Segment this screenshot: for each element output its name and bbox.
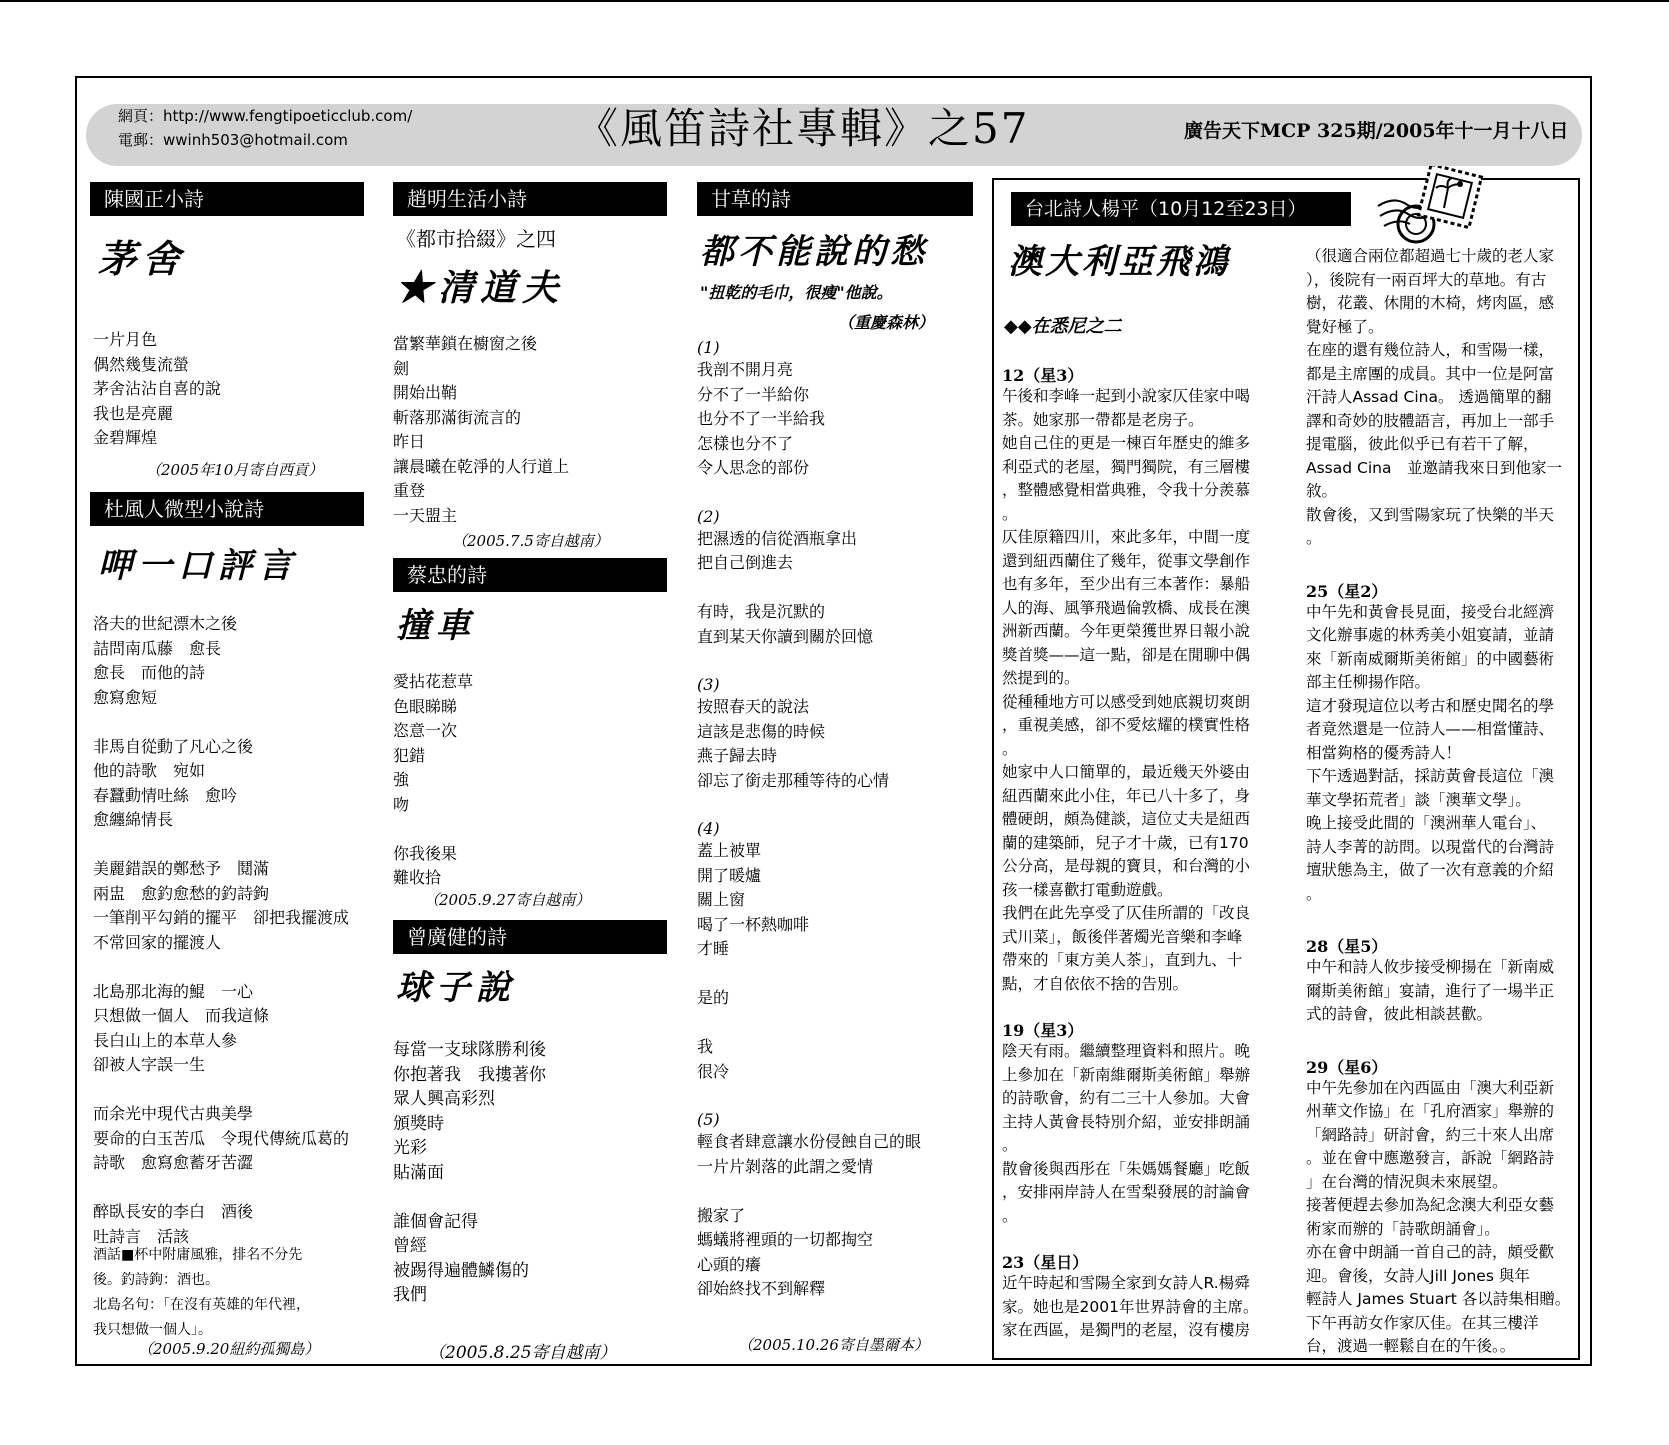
text-line: 恣意一次: [393, 721, 458, 740]
text-line: 壇狀態為主，做了一次有意義的介紹: [1306, 861, 1555, 879]
poem-signature: （2005年10月寄自西貢）: [146, 461, 324, 479]
diary-date: 29（星6）: [1306, 1057, 1388, 1077]
publication-info: 廣告天下MCP 325期/2005年十一月十八日: [1184, 120, 1569, 142]
text-line: 利亞式的老屋，獨門獨院，有三層樓: [1002, 457, 1251, 476]
text-line: 頒獎時: [393, 1113, 444, 1134]
text-line: 。: [1002, 1206, 1018, 1225]
text-line: 覺好極了。: [1306, 317, 1384, 336]
text-line: 偶然幾隻流螢: [93, 354, 190, 374]
text-line: 誰個會記得: [393, 1211, 478, 1232]
text-line: 她家中人口簡單的，最近幾天外婆由: [1002, 763, 1251, 781]
text-line: 在座的還有幾位詩人，和雪陽一樣，: [1306, 341, 1555, 359]
top-rule: [0, 0, 1669, 2]
poem-epigraph-source: （重慶森林）: [838, 313, 935, 332]
text-line: 是的: [697, 988, 730, 1007]
text-line: 下午再訪女作家仄佳。在其三樓洋: [1306, 1313, 1539, 1332]
section-number: (3): [697, 675, 720, 694]
poem-lines-xiayikou: [93, 612, 349, 1249]
text-line: 公分高，是母親的寶貝，和台灣的小: [1002, 857, 1251, 875]
poem-signature: （2005.8.25寄自越南）: [428, 1343, 617, 1363]
section-header-du: 杜風人微型小說詩: [90, 492, 364, 526]
text-line: 難收拾: [393, 868, 442, 887]
poem-signature: （2005.9.27寄自越南）: [424, 891, 591, 909]
text-line: 茶。她家那一帶都是老房子。: [1002, 410, 1204, 429]
text-line: 你抱著我 我摟著你: [393, 1064, 546, 1085]
text-line: 敘。: [1306, 482, 1338, 500]
text-line: 吻: [393, 794, 410, 814]
text-line: 貼滿面: [393, 1162, 444, 1183]
text-line: 陰天有雨。繼續整理資料和照片。晚: [1002, 1042, 1251, 1060]
text-line: [697, 962, 809, 987]
text-line: 台，渡過一輕鬆自在的午後。。: [1306, 1337, 1516, 1355]
poem-lines: [697, 695, 889, 793]
diary-entry: [1002, 385, 1250, 996]
text-line: 金碧輝煌: [93, 428, 158, 447]
text-line: 者竟然還是一位詩人——相當懂詩、: [1306, 720, 1555, 738]
text-line: 也分不了一半給我: [697, 409, 826, 428]
website-url[interactable]: 網頁：http://www.fengtipoeticclub.com/: [118, 107, 413, 125]
poem-epigraph: "扭乾的毛巾，很瘦"他說。: [700, 283, 893, 302]
diary-date: 19（星3）: [1002, 1021, 1084, 1040]
text-line: [697, 1179, 921, 1204]
text-line: 北島名句：「在沒有英雄的年代裡，: [93, 1297, 310, 1313]
text-line: 爾斯美術館」宴請，進行了一場半正: [1306, 981, 1555, 1000]
text-line: 劍: [393, 358, 410, 378]
text-line: 愛拈花惹草: [393, 672, 474, 691]
section-header-yangping: 台北詩人楊平（10月12至23日）: [1011, 192, 1351, 226]
text-line: 燕子歸去時: [697, 746, 778, 765]
text-line: 把自己倒進去: [697, 553, 794, 572]
text-line: 我們: [393, 1285, 427, 1305]
travelogue-subtitle: ◆◆在悉尼之二: [1004, 316, 1122, 337]
text-line: 樹，花叢、休閒的木椅，烤肉區，感: [1306, 294, 1555, 312]
text-line: 茅舍沾沾自喜的說: [93, 379, 222, 398]
text-line: 怎樣也分不了: [697, 433, 794, 453]
text-line: 我: [697, 1037, 714, 1056]
text-line: 迎。會後，女詩人Jill Jones 與年: [1306, 1266, 1530, 1285]
diary-date: 25（星2）: [1306, 581, 1388, 601]
text-line: 華文學拓荒者」談「澳華文學」。: [1306, 790, 1531, 809]
text-line: 人的海、風箏飛過倫敦橋、成長在澳: [1002, 598, 1251, 617]
text-line: 你我後果: [393, 843, 458, 863]
text-line: 接著便趕去參加為紀念澳大利亞女藝: [1306, 1196, 1555, 1214]
text-line: 晚上接受此間的「澳洲華人電台」、: [1306, 814, 1547, 832]
diary-entry: [1306, 1077, 1570, 1359]
text-line: 。並在會中應邀發言，訴說「網路詩: [1306, 1149, 1555, 1167]
text-line: 這該是悲傷的時候: [697, 721, 826, 741]
text-line: 亦在會中朗誦一首自己的詩，頗受歡: [1306, 1243, 1555, 1261]
text-line: 」在台灣的情況與未來展望。: [1306, 1172, 1508, 1191]
text-line: [93, 1176, 349, 1201]
text-line: 非馬自從動了凡心之後: [93, 736, 254, 756]
text-line: 吐詩言 活該: [93, 1226, 190, 1246]
text-line: 酒話■杯中附庸風雅，排名不分先: [93, 1247, 303, 1263]
poem-lines: [697, 527, 873, 650]
text-line: 輕詩人 James Stuart 各以詩集相贈。: [1306, 1290, 1571, 1308]
travelogue-title: 澳大利亞飛鴻: [1008, 242, 1230, 282]
poem-note: [93, 1243, 310, 1343]
text-line: 主持人黃會長特別介紹，並安排朗誦: [1002, 1112, 1251, 1131]
text-line: 我也是亮麗: [93, 403, 174, 423]
text-line: 家。她也是2001年世界詩會的主席。: [1002, 1297, 1259, 1316]
poem-title-maoshe: 茅舍: [98, 236, 187, 281]
text-line: [697, 576, 873, 601]
text-line: 愈纏綿情長: [93, 810, 174, 829]
text-line: 愈寫愈短: [93, 687, 158, 707]
text-line: 這才發現這位以考古和歷史聞名的學: [1306, 696, 1555, 715]
text-line: 一筆削平勾銷的擺平 卻把我擺渡成: [93, 908, 350, 927]
poem-title-qingdaofu: ★清道夫: [396, 267, 565, 309]
text-line: 中午先和黃會長見面，接受台北經濟: [1306, 602, 1555, 621]
text-line: 。: [1306, 884, 1322, 903]
text-line: 關上窗: [697, 890, 746, 909]
poem-lines-qingdaofu: [393, 332, 569, 528]
poem-signature: （2005.10.26寄自墨爾本）: [738, 1336, 929, 1354]
text-line: 光彩: [393, 1138, 427, 1158]
text-line: ），後院有一兩百坪大的草地。有古: [1306, 270, 1547, 289]
section-number: (2): [697, 506, 720, 526]
page-title: 《風笛詩社專輯》之57: [576, 104, 1030, 153]
text-line: 強: [393, 770, 410, 789]
poem-title-xiayikou: 呷一口評言: [98, 546, 298, 586]
text-line: 譯和奇妙的肢體語言，再加上一部手: [1306, 411, 1555, 430]
text-line: 搬家了: [697, 1205, 746, 1225]
section-header-cai: 蔡忠的詩: [393, 558, 667, 592]
text-line: 要命的白玉苦瓜 令現代傳統瓜葛的: [93, 1128, 350, 1148]
text-line: 她自己住的更是一棟百年歷史的維多: [1002, 434, 1251, 452]
poem-title-dubunengshuo: 都不能說的愁: [700, 232, 928, 272]
text-line: 文化辦事處的林秀美小姐宴請，並請: [1306, 626, 1555, 644]
text-line: 直到某天你讀到關於回憶: [697, 626, 874, 646]
text-line: 讓晨曦在乾淨的人行道上: [393, 456, 570, 476]
text-line: [393, 1185, 546, 1210]
text-line: 我只想做一個人」。: [93, 1322, 212, 1338]
diary-entry: [1002, 1040, 1250, 1228]
text-line: 眾人興高彩烈: [393, 1089, 495, 1109]
text-line: 不常回家的擺渡人: [93, 932, 222, 952]
text-line: 式川菜」，飯後伴著燭光音樂和李峰: [1002, 927, 1243, 946]
text-line: 。: [1306, 529, 1322, 547]
text-line: [93, 1078, 349, 1103]
text-line: 美麗錯誤的鄭愁予 鬩滿: [93, 859, 270, 878]
diary-entry: [1306, 245, 1562, 551]
text-line: [93, 955, 349, 980]
poem-title-zhuangche: 撞車: [396, 606, 476, 646]
text-line: 下午透過對話，採訪黃會長這位「澳: [1306, 767, 1555, 785]
text-line: 洛夫的世紀漂木之後: [93, 614, 238, 633]
text-line: 醉臥長安的李白 酒後: [93, 1202, 254, 1221]
text-line: 春蠶動情吐絲 愈吟: [93, 785, 238, 805]
text-line: 中午和詩人攸步接受柳揚在「新南威: [1306, 958, 1555, 976]
text-line: 當繁華鎖在櫥窗之後: [393, 334, 538, 353]
section-header-gancao: 甘草的詩: [697, 182, 973, 216]
text-line: [93, 710, 349, 735]
text-line: 只想做一個人 而我這條: [93, 1006, 270, 1025]
text-line: 而余光中現代古典美學: [93, 1104, 254, 1123]
text-line: 。: [1002, 504, 1018, 523]
text-line: Assad Cina 並邀請我來日到他家一: [1306, 458, 1562, 477]
poem-title-qiuzishuo: 球子說: [396, 968, 516, 1008]
text-line: （很適合兩位都超過七十歲的老人家: [1306, 247, 1555, 265]
text-line: 部主任柳揚作陪。: [1306, 673, 1431, 691]
text-line: 曾經: [393, 1236, 427, 1256]
text-line: 才睡: [697, 939, 730, 958]
text-line: 從種種地方可以感受到她底親切爽朗: [1002, 692, 1251, 711]
text-line: 孩一樣喜歡打電動遊戲。: [1002, 880, 1173, 899]
text-line: 斬落那滿街流言的: [393, 407, 522, 427]
poem-subtitle: 《都市拾綴》之四: [396, 227, 556, 251]
poem-lines: [697, 1130, 921, 1302]
diary-date: 12（星3）: [1002, 366, 1084, 385]
text-line: 仄佳原籍四川，來此多年，中間一度: [1002, 528, 1251, 546]
text-line: ，安排兩岸詩人在雪梨發展的討論會: [1002, 1183, 1251, 1201]
text-line: 洲新西蘭。今年更榮獲世界日報小說: [1002, 622, 1251, 640]
text-line: 卻被人字誤一生: [93, 1055, 206, 1074]
text-line: 有時，我是沉默的: [697, 602, 826, 621]
email-address[interactable]: 電郵：wwinh503@hotmail.com: [118, 131, 348, 149]
text-line: 蘭的建築師，兒子才十歲，已有170: [1002, 833, 1249, 852]
text-line: 我剖不開月亮: [697, 360, 794, 379]
poem-lines-zhuangche: [393, 670, 473, 891]
text-line: 被踢得遍體鱗傷的: [393, 1260, 529, 1281]
section-number: (1): [697, 338, 720, 357]
text-line: 色眼睇睇: [393, 696, 458, 716]
text-line: 開了暖爐: [697, 865, 762, 885]
poem-lines: [697, 358, 825, 481]
text-line: 一片片剝落的此謂之愛情: [697, 1156, 874, 1176]
text-line: 上參加在「新南維爾斯美術館」舉辦: [1002, 1065, 1251, 1084]
text-line: 中午先參加在內西區由「澳大利亞新: [1306, 1078, 1555, 1097]
text-line: 都是主席團的成員。其中一位是阿富: [1306, 364, 1555, 383]
diary-date: 23（星日）: [1002, 1253, 1089, 1272]
text-line: 後。釣詩鉤：酒也。: [93, 1272, 219, 1288]
text-line: 很冷: [697, 1061, 730, 1081]
diary-entry: [1002, 1272, 1258, 1343]
text-line: 一片月色: [93, 330, 158, 349]
text-line: 愈長 而他的詩: [93, 663, 206, 682]
text-line: 兩盅 愈釣愈愁的釣詩鉤: [93, 883, 270, 903]
text-line: 午後和李峰一起到小說家仄佳家中喝: [1002, 387, 1251, 405]
text-line: 來「新南威爾斯美術館」的中國藝術: [1306, 649, 1555, 668]
text-line: 長白山上的本草人參: [93, 1030, 238, 1050]
text-line: 喝了一杯熱咖啡: [697, 914, 810, 934]
poem-lines-maoshe: [93, 328, 221, 451]
text-line: 州華文作協」在「孔府酒家」舉辦的: [1306, 1102, 1555, 1120]
text-line: 我們在此先享受了仄佳所謂的「改良: [1002, 904, 1251, 922]
text-line: 詩歌 愈寫愈蓄牙苦澀: [93, 1153, 254, 1172]
text-line: 式的詩會，彼此相談甚歡。: [1306, 1005, 1493, 1023]
text-line: 卻忘了銜走那種等待的心情: [697, 770, 890, 790]
text-line: 心頭的癢: [697, 1254, 762, 1274]
text-line: 分不了一半給你: [697, 384, 810, 404]
poem-signature: （2005.9.20紐約孤獨島）: [138, 1340, 320, 1358]
text-line: 提電腦，彼此似乎已有若干了解，: [1306, 435, 1539, 453]
section-number: (5): [697, 1110, 720, 1129]
text-line: 按照春天的說法: [697, 697, 810, 716]
diary-entry: [1306, 601, 1554, 907]
text-line: 輕食者肆意讓水份侵蝕自己的眼: [697, 1132, 922, 1151]
text-line: [393, 817, 473, 842]
text-line: 。: [1002, 739, 1018, 758]
text-line: [93, 833, 349, 858]
text-line: 帶來的「東方美人茶」，直到九、十: [1002, 951, 1243, 969]
text-line: 詩人李菁的訪問。以現當代的台灣詩: [1306, 837, 1555, 856]
text-line: 術家而辦的「詩歌朗誦會」。: [1306, 1219, 1500, 1238]
text-line: 每當一支球隊勝利後: [393, 1040, 546, 1060]
text-line: 點，才自依依不捨的告別。: [1002, 974, 1189, 993]
text-line: 昨日: [393, 432, 426, 451]
text-line: [697, 1011, 809, 1036]
text-line: 家在西區，是獨門的老屋，沒有樓房: [1002, 1321, 1251, 1339]
text-line: 詰問南瓜藤 愈長: [93, 638, 222, 658]
text-line: 也有多年，至少出有三本著作：暴船: [1002, 575, 1251, 593]
text-line: 蓋上被單: [697, 841, 762, 860]
text-line: 令人思念的部份: [697, 458, 810, 477]
text-line: 北島那北海的鯤 一心: [93, 981, 254, 1001]
text-line: 他的詩歌 宛如: [93, 761, 206, 780]
text-line: 重登: [393, 481, 426, 500]
poem-signature: （2005.7.5寄自越南）: [452, 532, 609, 550]
text-line: 散會後，又到雪陽家玩了快樂的半天: [1306, 505, 1555, 524]
text-line: 犯錯: [393, 745, 426, 765]
text-line: 紐西蘭來此小住，年已八十多了，身: [1002, 786, 1251, 805]
text-line: 一天盟主: [393, 505, 458, 525]
text-line: 還到紐西蘭住了幾年，從事文學創作: [1002, 551, 1251, 570]
text-line: 螞蟻將裡頭的一切都掏空: [697, 1230, 874, 1249]
section-header-chen: 陳國正小詩: [90, 182, 364, 216]
text-line: 近午時起和雪陽全家到女詩人R.楊舜: [1002, 1274, 1250, 1292]
text-line: ，重視美感，卻不愛炫耀的樸實性格: [1002, 716, 1251, 734]
section-number: (4): [697, 819, 720, 838]
text-line: 把濕透的信從酒瓶拿出: [697, 528, 858, 548]
text-line: 然提到的。: [1002, 669, 1080, 687]
poem-lines: [697, 839, 809, 1084]
poem-lines-qiuzishuo: [393, 1038, 546, 1308]
text-line: 散會後與西彤在「朱媽媽餐廳」吃飯: [1002, 1159, 1251, 1178]
mail-stamp-icon: [1376, 166, 1486, 248]
header-contact: [118, 104, 412, 152]
diary-entry: [1306, 956, 1554, 1027]
text-line: 開始出鞘: [393, 383, 458, 402]
text-line: 「網路詩」研討會，約三十來人出席: [1306, 1125, 1555, 1144]
text-line: 獎首獎——這一點，卻是在閒聊中偶: [1002, 645, 1251, 664]
text-line: ，整體感覺相當典雅，令我十分羨慕: [1002, 481, 1251, 499]
text-line: 體硬朗，頗為健談，這位丈夫是紐西: [1002, 810, 1251, 828]
section-header-zhao: 趙明生活小詩: [393, 182, 667, 216]
text-line: 汗詩人Assad Cina。 透過簡單的翻: [1306, 388, 1552, 406]
text-line: 相當夠格的優秀詩人！: [1306, 743, 1462, 762]
text-line: 卻始終找不到解釋: [697, 1279, 826, 1298]
text-line: 的詩歌會，約有二三十人參加。大會: [1002, 1089, 1251, 1107]
text-line: 。: [1002, 1136, 1018, 1154]
diary-date: 28（星5）: [1306, 937, 1388, 956]
section-header-zeng: 曾廣健的詩: [393, 920, 667, 954]
